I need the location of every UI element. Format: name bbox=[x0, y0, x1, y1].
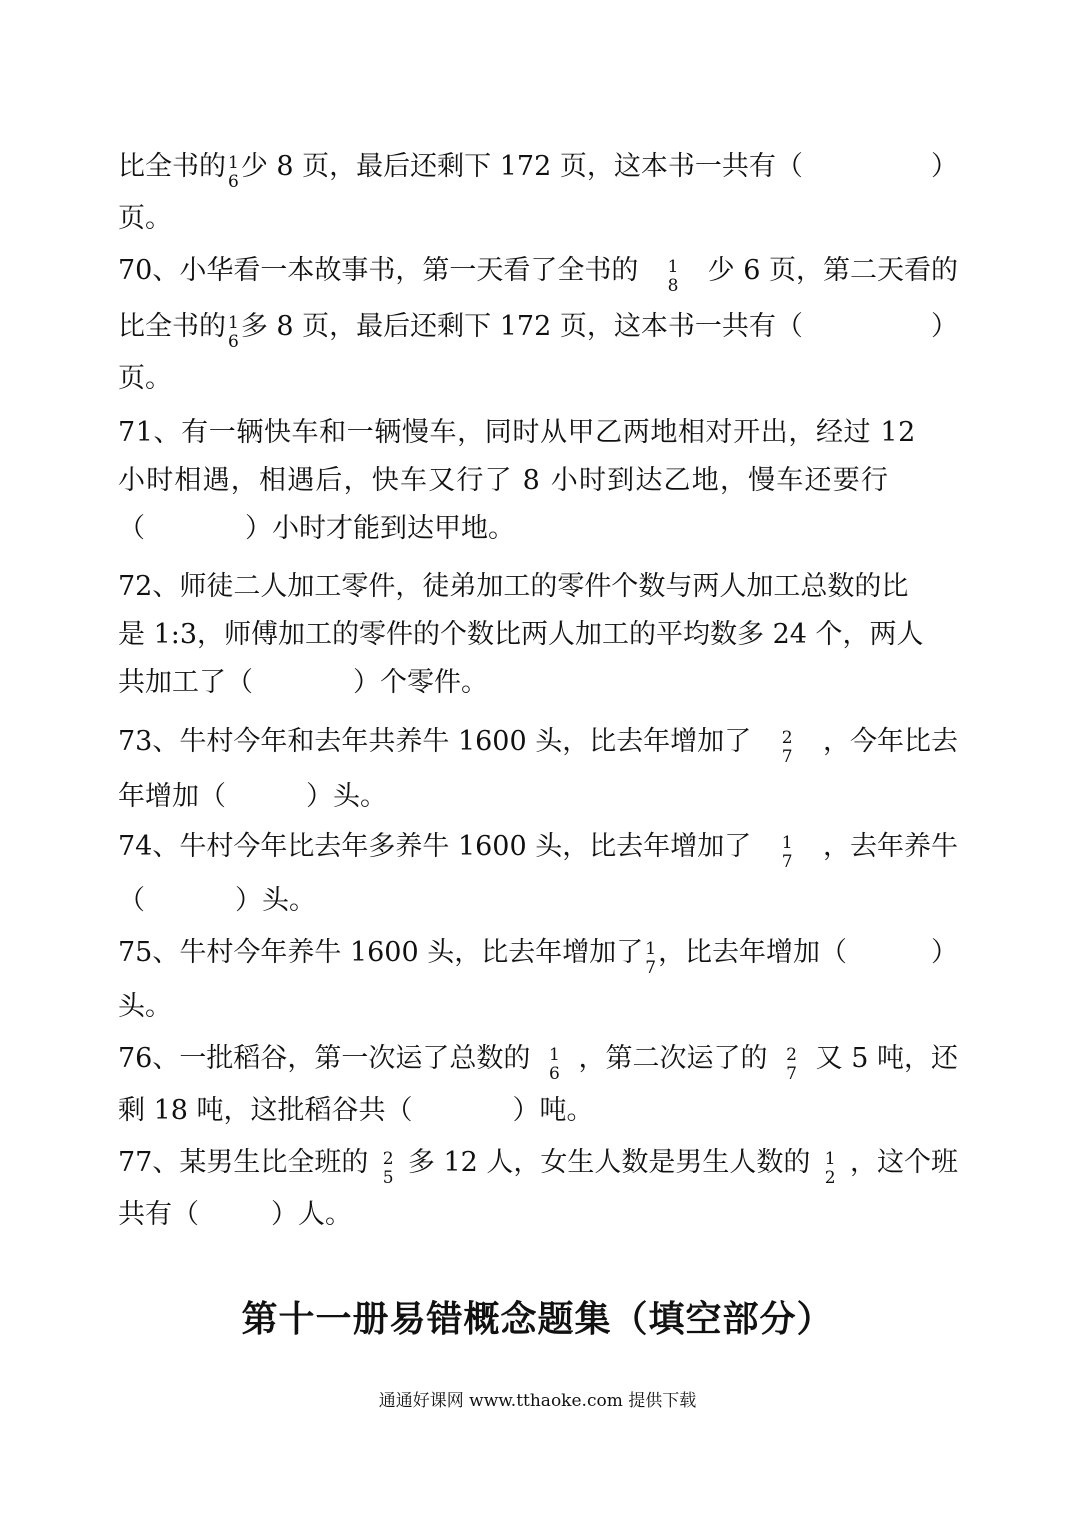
problem-77-line-2 bbox=[118, 1190, 958, 1240]
problem-73-line-2 bbox=[118, 772, 958, 822]
fraction: 1 7 bbox=[781, 833, 793, 872]
text: ，去年养牛 bbox=[823, 831, 958, 862]
text: 77、某男生比全班的 bbox=[118, 1147, 369, 1178]
fraction: 2 5 bbox=[382, 1149, 394, 1188]
fraction: 2 7 bbox=[786, 1045, 797, 1084]
fraction: 2 7 bbox=[781, 728, 793, 767]
text: 少 6 页，第二天看的 bbox=[707, 255, 958, 286]
text: 比全书的 bbox=[118, 151, 226, 182]
text: 76、一批稻谷，第一次运了总数的 bbox=[118, 1043, 531, 1074]
problem-69-line bbox=[118, 142, 958, 192]
text: ）个零件。 bbox=[353, 667, 488, 698]
problem-71-line-3 bbox=[118, 504, 958, 554]
text: 又 5 吨，还 bbox=[815, 1043, 958, 1074]
text: 74、牛村今年比去年多养牛 1600 头，比去年增加了 bbox=[118, 831, 752, 862]
blank-close: ） bbox=[931, 311, 958, 342]
text: ）头。 bbox=[235, 885, 316, 916]
problem-76-line-1 bbox=[118, 1034, 958, 1084]
fraction: 1 6 bbox=[549, 1045, 560, 1084]
text: ，比去年增加（ bbox=[658, 937, 848, 968]
blank-open: （ bbox=[118, 513, 145, 544]
fraction: 1 8 bbox=[667, 257, 679, 296]
text: ，这个班 bbox=[849, 1147, 958, 1178]
fraction: 1 6 bbox=[228, 153, 239, 192]
problem-77-line-1 bbox=[118, 1138, 958, 1188]
text: 75、牛村今年养牛 1600 头，比去年增加了 bbox=[118, 937, 644, 968]
text: ，第二次运了的 bbox=[578, 1043, 768, 1074]
fraction: 1 7 bbox=[645, 939, 657, 978]
problem-74-line-1 bbox=[118, 822, 958, 872]
section-title: 第十一册易错概念题集（填空部分） bbox=[241, 1299, 834, 1340]
text: ）小时才能到达甲地。 bbox=[245, 513, 515, 544]
problem-71-line-1: 71、有一辆快车和一辆慢车，同时从甲乙两地相对开出，经过 12 bbox=[118, 417, 916, 448]
problem-70-tail: 页。 bbox=[118, 363, 172, 394]
text: 多 12 人，女生人数是男生人数的 bbox=[407, 1147, 811, 1178]
problem-72-line-3 bbox=[118, 658, 958, 708]
blank-close: ） bbox=[931, 151, 958, 182]
footer: 通通好课网 www.tthaoke.com 提供下载 bbox=[378, 1391, 697, 1411]
text: 年增加（ bbox=[118, 781, 226, 812]
problem-73-line-1 bbox=[118, 717, 958, 767]
problem-72-line-2: 是 1:3，师傅加工的零件的个数比两人加工的平均数多 24 个，两人 bbox=[118, 619, 924, 650]
blank-close: ） bbox=[931, 937, 958, 968]
problem-75-tail: 头。 bbox=[118, 991, 172, 1022]
text: 共加工了（ bbox=[118, 667, 253, 698]
text: 比全书的 bbox=[118, 311, 226, 342]
problem-76-line-2 bbox=[118, 1086, 958, 1136]
problem-74-line-2 bbox=[118, 876, 958, 926]
problem-70-line-2 bbox=[118, 302, 958, 352]
text: ）吨。 bbox=[512, 1095, 594, 1126]
problem-71-line-2: 小时相遇，相遇后，快车又行了 8 小时到达乙地，慢车还要行 bbox=[118, 465, 890, 496]
problem-69-tail: 页。 bbox=[118, 203, 172, 234]
fraction: 1 6 bbox=[228, 313, 239, 352]
text: 70、小华看一本故事书，第一天看了全书的 bbox=[118, 255, 639, 286]
text: ）人。 bbox=[271, 1199, 352, 1230]
text: 73、牛村今年和去年共养牛 1600 头，比去年增加了 bbox=[118, 726, 752, 757]
text: ，今年比去 bbox=[823, 726, 958, 757]
text: 少 8 页，最后还剩下 172 页，这本书一共有（ bbox=[240, 151, 803, 182]
blank-open: （ bbox=[118, 885, 145, 916]
text: 共有（ bbox=[118, 1199, 199, 1230]
text: 剩 18 吨，这批稻谷共（ bbox=[118, 1095, 413, 1126]
text: 多 8 页，最后还剩下 172 页，这本书一共有（ bbox=[240, 311, 803, 342]
problem-72-line-1: 72、师徒二人加工零件，徒弟加工的零件个数与两人加工总数的比 bbox=[118, 571, 909, 602]
text: ）头。 bbox=[306, 781, 387, 812]
fraction: 1 2 bbox=[824, 1149, 836, 1188]
problem-70-line-1 bbox=[118, 246, 958, 296]
problem-75-line-1 bbox=[118, 928, 958, 978]
